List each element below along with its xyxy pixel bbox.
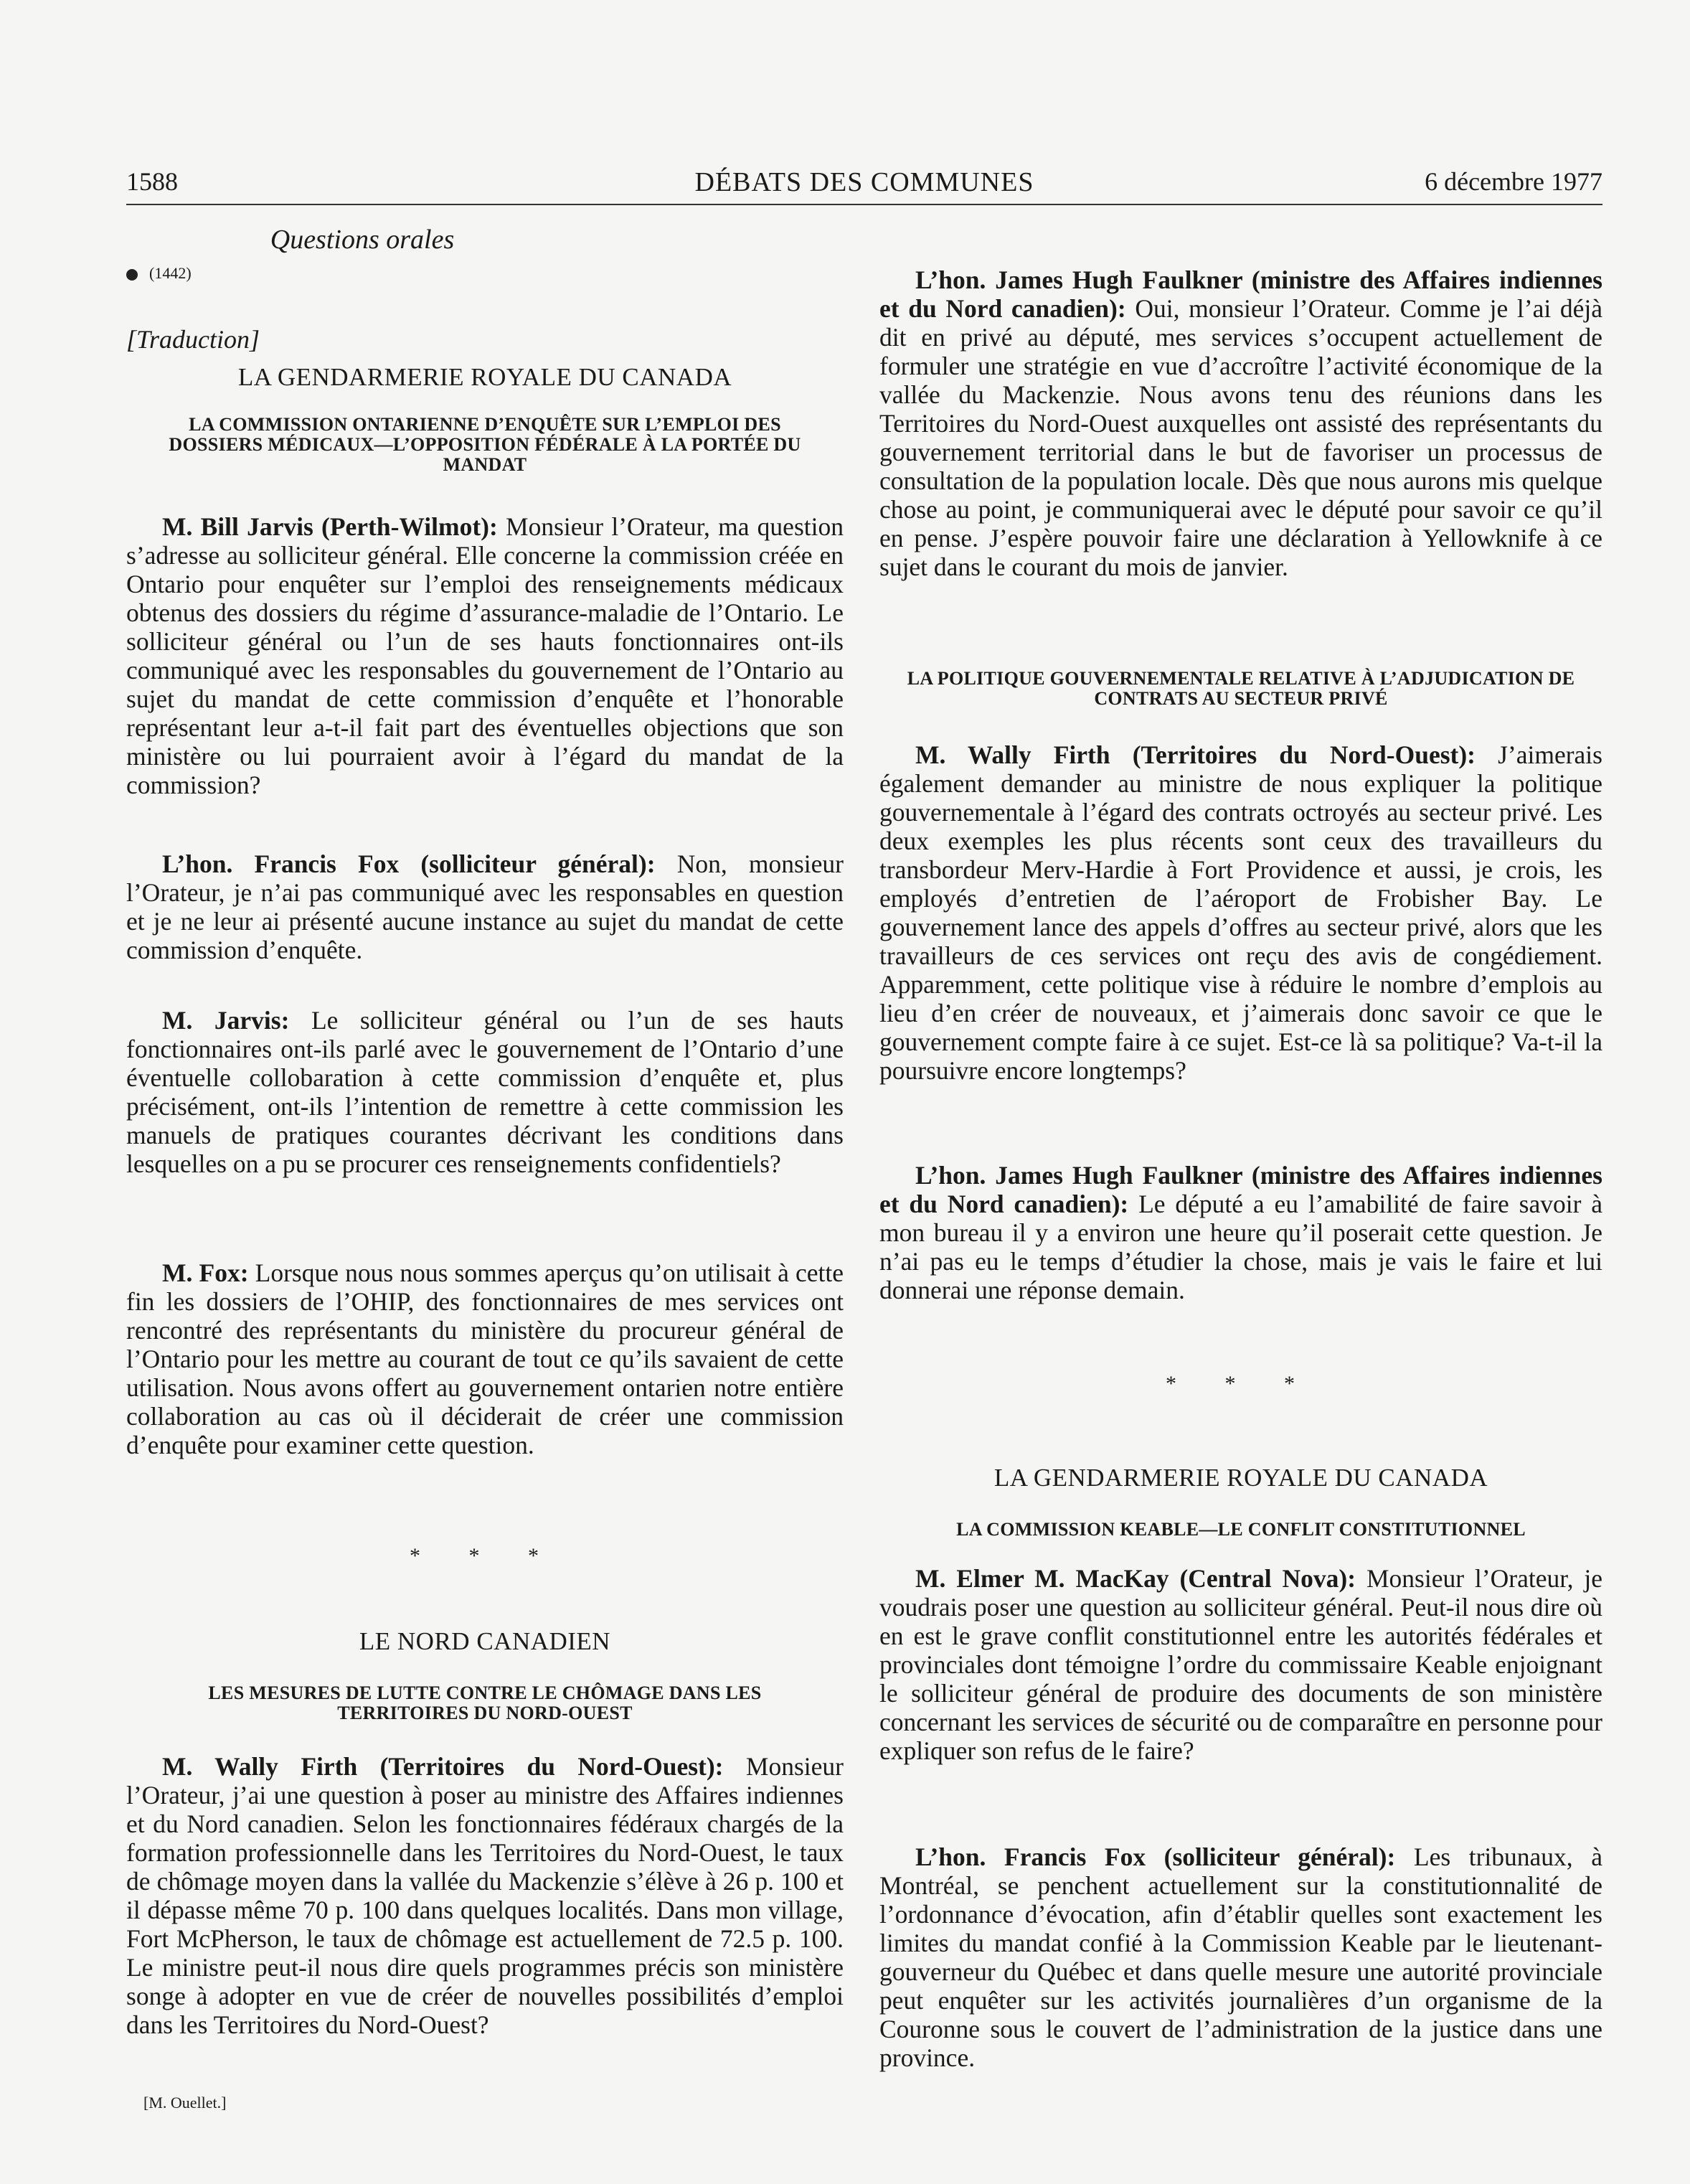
speech-jarvis-2 [126, 1006, 844, 1178]
subheading-keable: LA COMMISSION KEABLE—LE CONFLIT CONSTITUTIONNEL [956, 1519, 1526, 1540]
speech-jarvis-1 [126, 512, 844, 799]
section-separator: * * * [410, 1544, 560, 1568]
speech-text: Les tribunaux, à Montréal, se penchent actuellement sur la constitutionnalité de l’ordonnance d’évocation, afin d’établir quelles sont exactement les limites du mandat confié à la Commission Keable par le lieutenant-gouverneur du Québec et dans quelle mesure une autorité provinciale peut enquêter sur les activités journalières d’un organisme de la Couronne sous le couvert de l’administration de la justice dans une province. [879, 1842, 1602, 2072]
speech-fox-1 [126, 849, 844, 964]
speech-text: Monsieur l’Orateur, j’ai une question à poser au ministre des Affaires indiennes et du Nord canadien. Selon les fonctionnaires fédéraux chargés de la formation professionnelle dans les Territoires du Nord-Ouest, le taux de chômage moyen dans la vallée du Mackenzie s’élève à 26 p. 100 et il dépasse même 70 p. 100 dans quelques localités. Dans mon village, Fort McPherson, le taux de chômage est actuellement de 72.5 p. 100. Le ministre peut-il nous dire quels programmes précis son ministère songe à adopter en vue de créer de nouvelles possibilités d’emploi dans les Territoires du Nord-Ouest? [126, 1752, 844, 2039]
speech-text: Le solliciteur général ou l’un de ses hauts fonctionnaires ont-ils parlé avec le gouvernement de l’Ontario d’une éventuelle collobaration à cette commission d’enquête et, plus précisément, ont-ils l’intention de remettre à cette commission les manuels de pratiques courantes décrivant les conditions dans lesquelles on a pu se procurer ces renseignements confidentiels? [126, 1006, 844, 1178]
speech-firth-1 [126, 1752, 844, 2039]
speaker-name: L’hon. James Hugh Faulkner (ministre des Affaires indiennes et du Nord canadien): [879, 1161, 1602, 1218]
heading-grc-left: LA GENDARMERIE ROYALE DU CANADA [237, 363, 732, 391]
footnote-speaker: [M. Ouellet.] [143, 2094, 227, 2112]
publication-title: DÉBATS DES COMMUNES [694, 167, 1034, 197]
speech-mackay [879, 1564, 1602, 1765]
speech-text: Monsieur l’Orateur, ma question s’adresse au solliciteur général. Elle concerne la commission créée en Ontario pour enquêter sur l’emploi des renseignements médicaux obtenus des dossiers du régime d’assurance-maladie de l’Ontario. Le solliciteur général ou l’un de ses hauts fonctionnaires ont-ils communiqué avec les responsables du gouvernement de l’Ontario au sujet du mandat de cette commission d’enquête et l’honorable représentant leur a-t-il fait part des éventuelles objections que son ministère ou lui pourraient avoir à l’égard du mandat de la commission? [126, 512, 844, 799]
speaker-name: L’hon. Francis Fox (solliciteur général): [915, 1842, 1396, 1871]
speech-text: Le député a eu l’amabilité de faire savoir à mon bureau il y a environ une heure qu’il poserait cette question. Je n’ai pas eu le temps d’étudier la chose, mais je vais le faire et lui donnerai une réponse demain. [879, 1190, 1603, 1304]
speech-fox-3 [879, 1842, 1602, 2072]
speech-faulkner-2 [879, 1161, 1602, 1304]
speaker-name: M. Bill Jarvis (Perth-Wilmot): [162, 512, 498, 541]
page-header [126, 166, 1602, 205]
speech-text: J’aimerais également demander au ministre de nous expliquer la politique gouvernementale à l’égard des contrats octroyés au secteur privé. Les deux exemples les plus récents sont ceux des travailleurs du transbordeur Merv-Hardie à Fort Providence et aussi, je crois, les employés d’entretien de l’aéroport de Frobisher Bay. Le gouvernement lance des appels d’offres au secteur privé, alors que les travailleurs de ces services ont reçu des avis de congédiement. Apparemment, cette politique vise à réduire le nombre d’emplois au lieu d’en créer de nouveaux, et j’aimerais donc savoir ce que le gouvernement compte faire à ce sujet. Est-ce là sa politique? Va-t-il la poursuivre encore longtemps? [879, 740, 1602, 1085]
section-separator: * * * [1166, 1372, 1316, 1395]
speaker-name: M. Elmer M. MacKay (Central Nova): [915, 1564, 1356, 1593]
speech-text: Non, monsieur l’Orateur, je n’ai pas communiqué avec les responsables en question et je ne leur ai présenté aucune instance au sujet du mandat de cette commission d’enquête. [126, 849, 844, 964]
page-number: 1588 [126, 167, 178, 196]
time-marker-text: (1442) [149, 264, 192, 282]
speech-faulkner-1 [879, 265, 1602, 581]
heading-nord-canadien: LE NORD CANADIEN [359, 1627, 611, 1655]
heading-grc-right: LA GENDARMERIE ROYALE DU CANADA [993, 1464, 1488, 1492]
subheading-chomage: LES MESURES DE LUTTE CONTRE LE CHÔMAGE DANS LES TERRITOIRES DU NORD-OUEST [208, 1682, 762, 1723]
speech-text: Lorsque nous nous sommes aperçus qu’on utilisait à cette fin les dossiers de l’OHIP, des fonctionnaires de mes services ont rencontré des représentants du ministère du procureur général de l’Ontario pour les mettre au courant de tout ce qu’ils savaient de cette utilisation. Nous avons offert au gouvernement ontarien notre entière collaboration au cas où il déciderait de créer une commission d’enquête pour examiner cette question. [126, 1258, 844, 1459]
subheading-ontario-commission: LA COMMISSION ONTARIENNE D’ENQUÊTE SUR L’EMPLOI DES DOSSIERS MÉDICAUX—L’OPPOSITION FÉDÉRALE À LA PORTÉE DU MANDAT [169, 414, 801, 475]
speaker-name: L’hon. Francis Fox (solliciteur général): [162, 849, 656, 878]
speaker-name: M. Fox: [162, 1258, 249, 1287]
time-marker [126, 264, 192, 283]
speaker-name: L’hon. James Hugh Faulkner (ministre des Affaires indiennes et du Nord canadien): [879, 265, 1602, 323]
translation-note: [Traduction] [126, 325, 260, 354]
bullet-icon [126, 269, 138, 281]
speech-firth-2 [879, 740, 1602, 1085]
section-label: Questions orales [270, 225, 455, 255]
speech-text: Oui, monsieur l’Orateur. Comme je l’ai déjà dit en privé au député, mes services s’occupent actuellement de formuler une stratégie en vue d’accroître l’activité économique de la vallée du Mackenzie. Nous avons tenu des réunions dans les Territoires du Nord-Ouest auxquelles ont assisté des représentants du gouvernement territorial dans le but de favoriser un processus de consultation de la population locale. Dès que nous aurons mis quelque chose au point, je communiquerai avec le député pour savoir ce qu’il en pense. J’espère pouvoir faire une déclaration à Yellowknife à ce sujet dans le courant du mois de janvier. [879, 294, 1603, 581]
speech-text: Monsieur l’Orateur, je voudrais poser une question au solliciteur général. Peut-il nous dire où en est le grave conflit constitutionnel entre les autorités fédérales et provinciales dont témoigne l’ordre du commissaire Keable enjoignant le solliciteur général de produire des documents de son ministère concernant les services de sécurité ou de comparaître en personne pour expliquer son refus de le faire? [879, 1564, 1602, 1765]
speech-fox-2 [126, 1258, 844, 1459]
issue-date: 6 décembre 1977 [1425, 167, 1602, 196]
speaker-name: M. Jarvis: [162, 1006, 290, 1035]
subheading-contrats: LA POLITIQUE GOUVERNEMENTALE RELATIVE À L’ADJUDICATION DE CONTRATS AU SECTEUR PRIVÉ [907, 668, 1575, 709]
speaker-name: M. Wally Firth (Territoires du Nord-Ouest): [915, 740, 1476, 769]
speaker-name: M. Wally Firth (Territoires du Nord-Ouest): [162, 1752, 724, 1781]
